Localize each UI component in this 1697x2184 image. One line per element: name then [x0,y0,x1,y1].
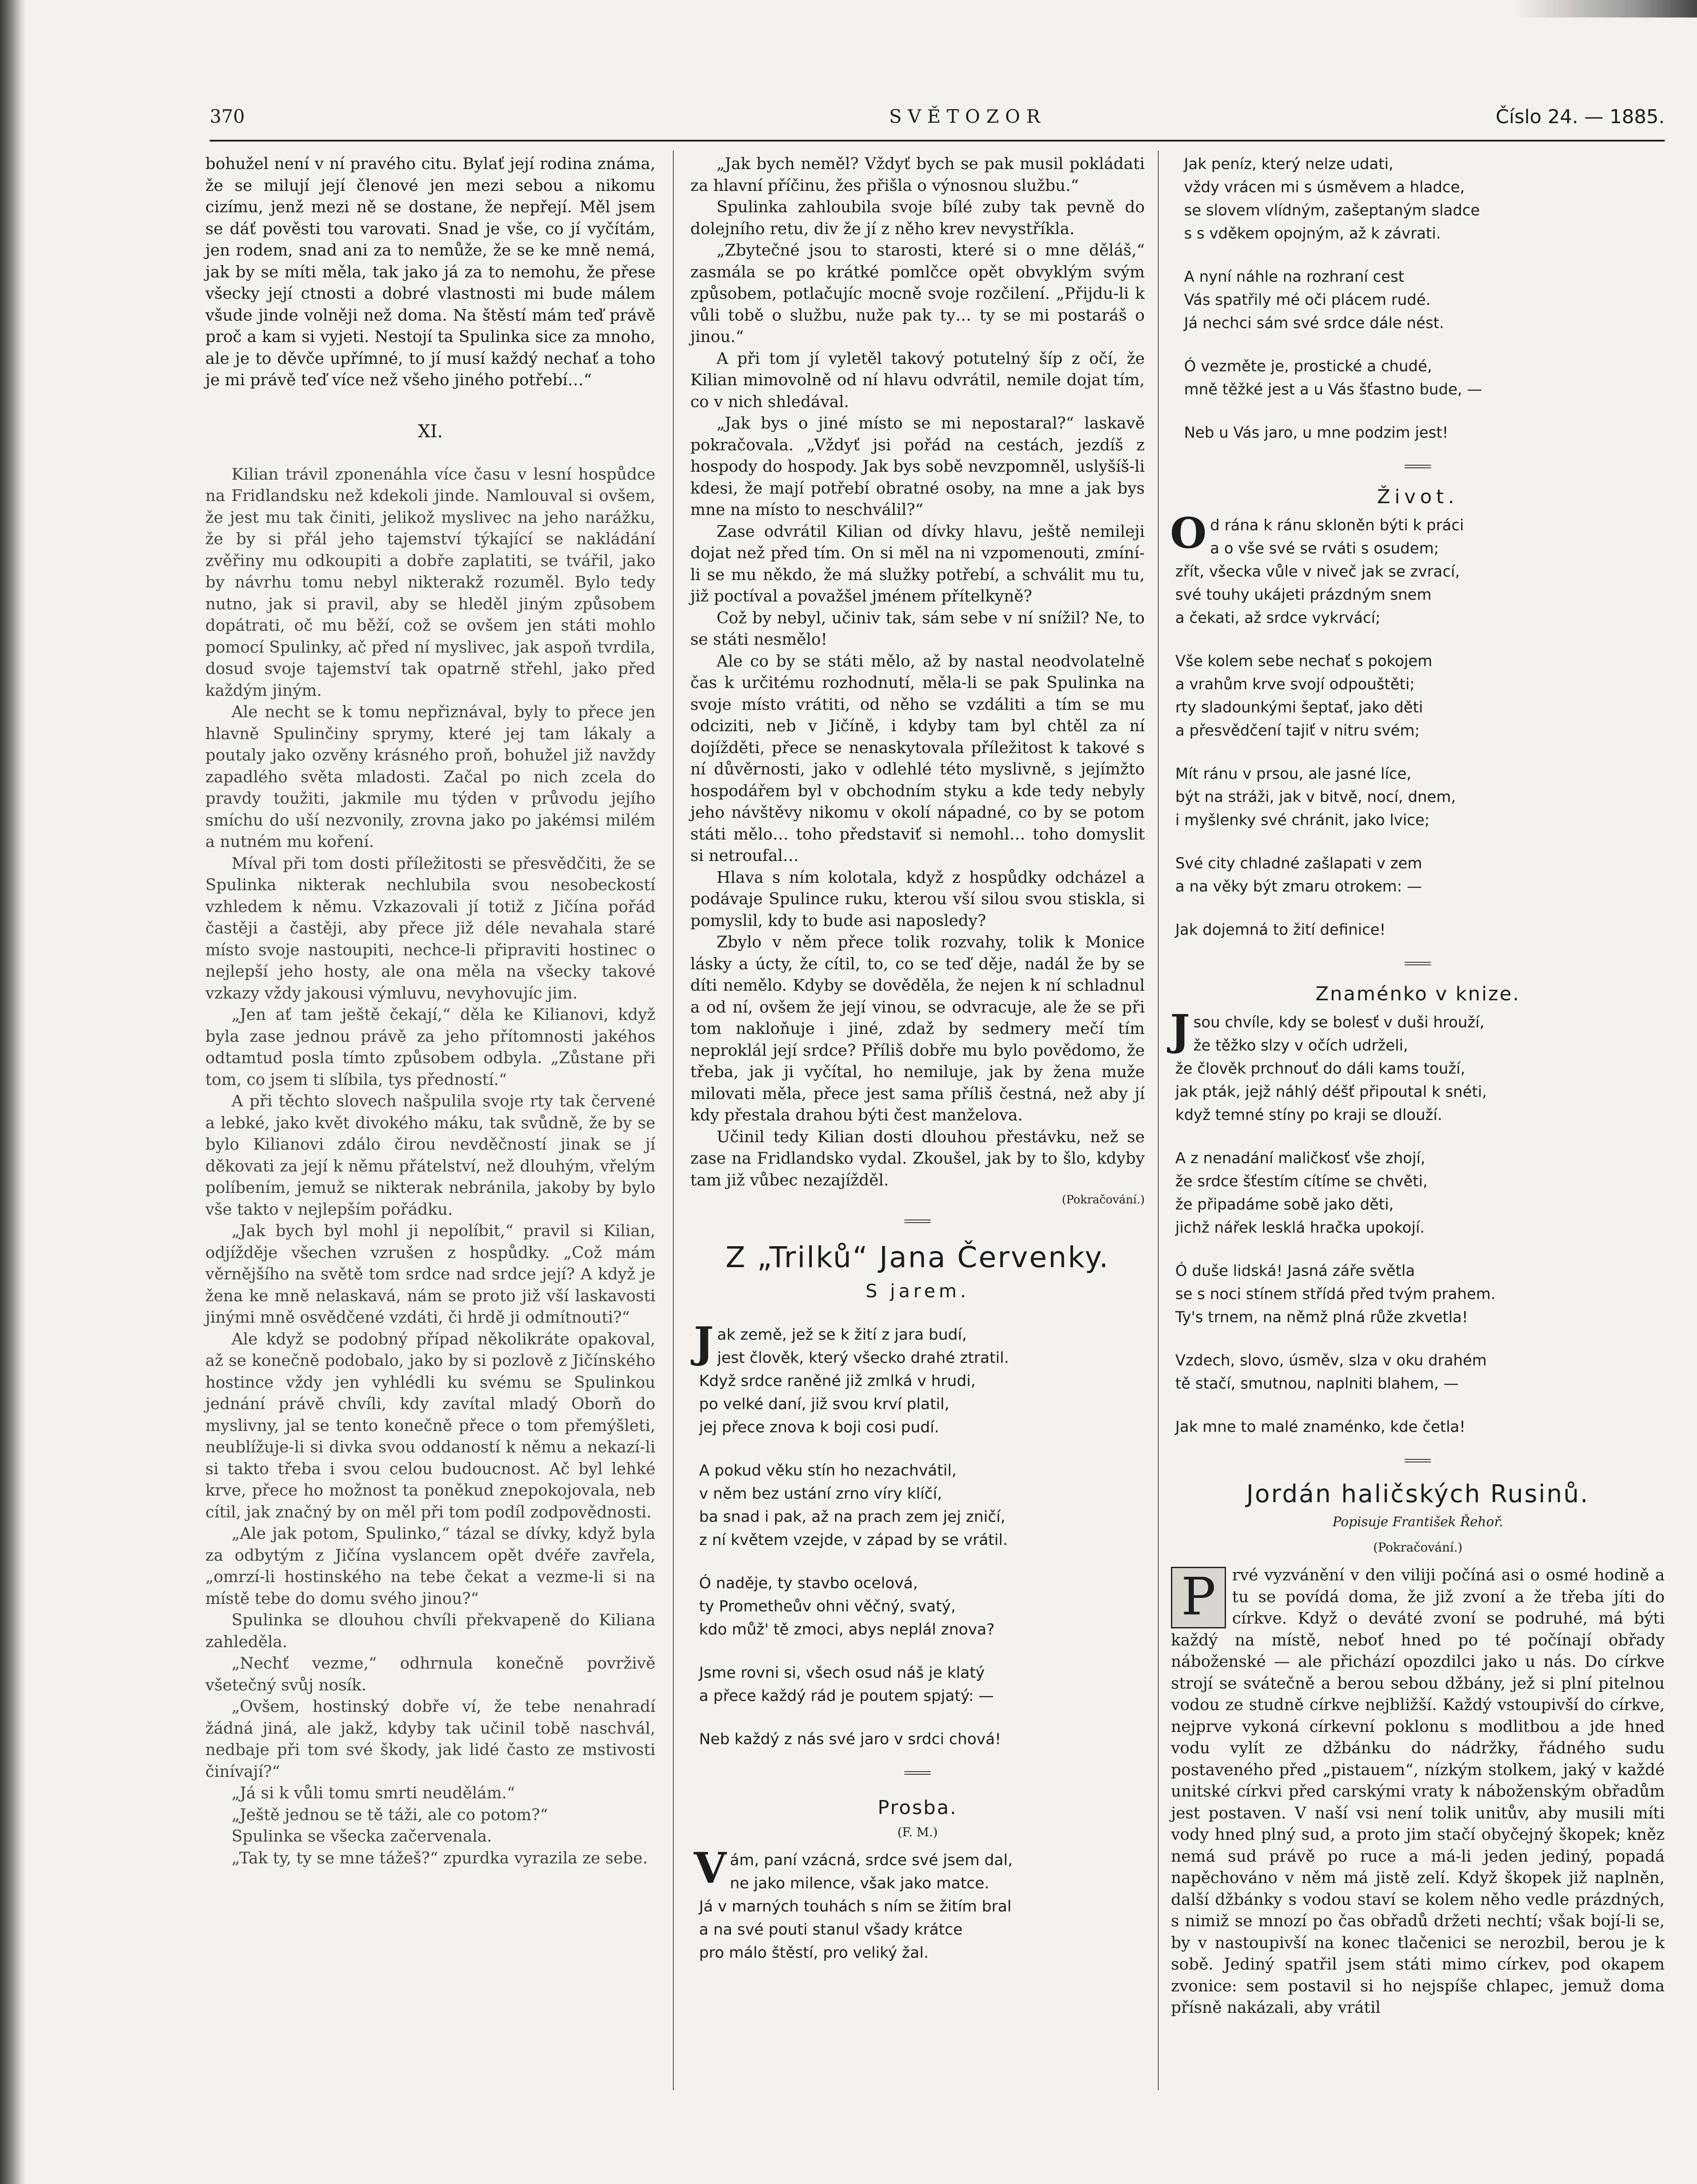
paragraph: Spulinka se dlouhou chvíli překvapeně do Kiliana zahleděla. [205,1610,655,1651]
continued-note: (Pokračování.) [1062,1193,1145,1206]
poem-line: A z nenadání maličkosť vše zhojí, [1175,1150,1426,1167]
paragraph: „Jak bych neměl? Vždyť bych se pak musil pokládati za hlavní příčinu, žes přišla o výnosnou službu.“ [690,154,1145,195]
issue-label: Číslo 24. — 1885. [1496,106,1665,128]
paragraph: A při tom jí vyletěl takový potutelný šíp z očí, že Kilian mimovolně od ní hlavu odvrátil, nemile dojat tím, co v nich shledával. [690,349,1145,411]
poem-line: když temné stíny po kraji se dlouží. [1175,1106,1442,1124]
stanza [699,1572,1145,1641]
paragraph: „Nechť vezme,“ odhrnula konečně povrživě všetečný svůj nosík. [205,1654,655,1694]
stanza [699,1324,1145,1439]
poem-stanzas [699,1849,1145,1965]
column-3 [1171,153,1665,2018]
article-continued-note: (Pokračování.) [1373,1540,1463,1555]
ornament-rule [1405,962,1431,965]
poem-line: tě stačí, smutnou, naplniti blahem, — [1175,1375,1459,1393]
ornament-rule [1405,1459,1431,1462]
poem-line: že těžko slzy v očích udrželi, [1193,1037,1408,1054]
poem-title: S jarem. [866,1280,970,1302]
paragraph: „Já si k vůli tomu smrti neudělám.“ [232,1783,515,1802]
poem-line: se s noci stínem střídá před tvým prahem. [1175,1286,1496,1303]
paragraph: Spulinka se všecka začervenala. [232,1827,492,1845]
stanza [1184,266,1665,335]
poem-line: že připadáme sobě jako děti, [1175,1196,1394,1213]
column-1 [205,153,655,1869]
poem-line: a přesvědčení tajiť v nitru svém; [1175,722,1420,740]
poem-line: Jsme rovni si, všech osud náš je klatý [699,1664,985,1682]
poem-line: Ó vezměte je, prostické a chudé, [1184,358,1432,375]
poem-line: Vzdech, slovo, úsměv, slza v oku drahém [1175,1352,1487,1369]
poem-znamenko [1170,1006,1665,1439]
poem-line: Když srdce raněné již zmlká v hrudi, [699,1372,976,1390]
poem-prosba-continued [1184,153,1665,445]
poem-byline: (F. M.) [897,1825,938,1839]
ornament-rule [1405,465,1431,468]
paragraph: „Ještě jednou se tě táži, ale co potom?“ [232,1805,548,1824]
ornament-rule [904,1771,931,1775]
paragraph: Učinil tedy Kilian dosti dlouhou přestávku, než se zase na Fridlandsko vydal. Zkoušel, jak by to šlo, kdyby tam již vůbec nezajížděl. [690,1127,1145,1189]
poem-line: mně těžké jest a u Vás šťastno bude, — [1184,381,1482,398]
poem-title: Znaménko v knize. [1315,983,1520,1005]
drop-cap: O [1170,508,1207,558]
poem-line: jest člověk, který všecko drahé ztratil. [717,1349,1009,1367]
poem-line: s s vděkem opojným, až k závrati. [1184,225,1441,242]
stanza [699,1662,1145,1708]
page-binding-shadow [0,0,26,2184]
poem-title: Život. [1377,486,1459,508]
poem-line: a na věky být zmaru otrokem: — [1175,878,1422,895]
poem-line: a přece každý rád je poutem spjatý: — [699,1687,994,1705]
poem-stanzas [699,1324,1145,1751]
paragraph: „Ale jak potom, Spulinko,“ tázal se dívky, když byla za odbytým z Jičína vyslancem opět dvéře zavřela, „omrzí-li hostinského na tebe čekat a vezme-li si na místě tebe do domu svého jinou?“ [205,1524,655,1608]
page-header [210,106,1665,136]
poem-line: z ní květem vzejde, v západ by se vrátil. [699,1531,1008,1549]
poem-line: d rána k ránu skloněn býti k práci [1210,517,1464,534]
header-rule [210,140,1665,142]
article-byline: Popisuje František Řehoř. [1332,1514,1503,1530]
paragraph: A při těchto slovech našpulila svoje rty tak červené a lebké, jako květ divokého máku, tak svůdně, že by se bylo Kilianovi zdálo čirou nevděčností jinak se jí děkovati za její k němu přátelství, než dlouhým, vřelým políbením, jemuž se nikterak nebránila, jakoby by bylo vše takto v nejlepším pořádku. [205,1092,655,1219]
poem-line: Jak mne to malé znaménko, kde četla! [1175,1418,1466,1436]
poem-line: ty Prometheův ohni věčný, svatý, [699,1598,956,1615]
stanza [1175,1416,1665,1439]
drop-cap: J [694,1318,714,1367]
stanza [1175,650,1665,743]
poem-line: se slovem vlídným, zašeptaným sladce [1184,202,1480,219]
paragraph: „Jak bys o jiné místo se mi nepostaral?“ laskavě pokračovala. „Vždyť jsi pořád na cestách, jezdíš z hospody do hospody. Jak bys sobě nevzpomněl, uslyšíš-li kdesi, že mají potřebí obratné osoby, na mne a jak bys mne na místo to neschválil?“ [690,414,1145,519]
stanza [699,1849,1145,1965]
poem-line: své touhy ukájeti prázdným snem [1175,586,1432,604]
column-divider [1158,151,1159,2090]
column-divider [673,151,674,2090]
poem-line: ne jako milence, však jako matce. [730,1875,990,1892]
stanza [1184,422,1665,445]
poem-line: Neb každý z nás své jaro v srdci chová! [699,1731,1001,1748]
poem-line: být na stráži, jak v bitvě, nocí, dnem, [1175,788,1456,806]
ornament-rule [904,1220,931,1223]
poem-line: Jak dojemná to žití definice! [1175,921,1386,939]
stanza [699,1459,1145,1552]
poem-line: jak pták, jejž náhlý déšť připoutal k snéti, [1175,1083,1487,1101]
poem-line: a vrahům krve svojí odpouštěti; [1175,676,1415,693]
stanza [1175,1349,1665,1396]
poem-line: Vše kolem sebe nechať s pokojem [1175,653,1433,670]
poem-line: Neb u Vás jaro, u mne podzim jest! [1184,424,1448,442]
poem-line: A pokud věku stín ho nezachvátil, [699,1462,957,1479]
article-title: Jordán haličských Rusinů. [1246,1480,1590,1508]
chapter-heading: XI. [418,421,443,442]
page-number: 370 [210,106,245,127]
paragraph: Spulinka zahloubila svoje bílé zuby tak pevně do dolejního retu, div že jí z něho krev nevystříkla. [690,197,1145,238]
poem-line: jichž nářek lesklá hračka upokojí. [1175,1219,1425,1237]
poem-stanzas [1184,153,1665,445]
chapter-text [205,463,655,1869]
column-2 [690,153,1145,1985]
poem-title: Prosba. [877,1797,958,1819]
poem-line: a o vše své se rváti s osudem; [1210,540,1439,557]
poem-line: Vás spatřily mé oči plácem rudé. [1184,291,1431,309]
paragraph: rvé vyzvánění v den viliji počíná asi o osmé hodině a tu se povídá doma, že již zvoní a že třeba jíti do církve. Když o deváté zvoní se podruhé, má býti každý na místě, neboť hned po té počínají obřady náboženské — ale přichází opozdilci jako u nás. Do církve strojí se svátečně a berou sebou džbány, jež si plní pitelnou vodou ze studně církve nejbližší. Každý vstoupivší do církve, nejprve vykoná církevní poklonu s modlitbou a jde hned vodu vylít ze džbánku do nádržky, řádného sudu postaveného před „pistauem“, nízkým stolkem, jaký v každé unitské církvi před carskými vraty k náboženským obřadům jest postaven. V naší vsi není tolik unitův, aby musili míti vody hned plný sud, a proto jim stačí obyčejný škopek; kněz nemá sud právě po ruce a má-li jeden jediný, popadá napěchováno v něm má jistě zelí. Když škopek již naplněn, další džbánky s vodou staví se kolem něho vedle prázdných, s nimiž se mnozí po čas obřadů držeti nechtí; však bojí-li se, by v nastoupivší na konec tlačenici se nerozbil, berou je k sobě. Jediný spatřil jsem státi mimo církev, pod okapem zvonice: sem postavil si ho nejspíše chlapec, jemuž doma přísně nakázali, aby vrátil [1171,1565,1665,2017]
paragraph: bohužel není v ní pravého citu. Bylať její rodina známa, že se milují její členové jen mezi sebou a nikomu cizímu, jenž mezi ně se dostane, že nepřejí. Měl jsem se dáť pověsti tou varovati. Snad je vše, co jí vyčítám, jen rodem, snad ani za to nemůže, že se ke mně nemá, jak by se míti měla, tak jako já za to nemohu, že přese všecky její ctnosti a dobré vlastnosti mi bude málem všude jinde volněji než doma. Na štěstí mám teď právě proč a kam si vyjeti. Nestojí ta Spulinka sice za mnoho, ale je to děvče upřímné, to jí musí každý nechať a toho je mi právě teď více než všeho jiného potřebí…“ [205,154,655,389]
poem-line: a čekati, až srdce vykrvácí; [1175,609,1381,627]
paragraph: Míval při tom dosti příležitosti se přesvědčiti, že se Spulinka nikterak nechlubila svou nesobeckostí vzhledem k němu. Vzkazovali jí totiž z Jičína pořád častěji a častěji, aby přece již déle nevahala staré místo svoje nastoupiti, nechce-li připraviti hostinec o nejlepší jeho hosty, ale ona měla na všecky takové vzkazy vždy jakousi výmluvu, nevyhovujíc jim. [205,854,655,1002]
poem-zivot [1170,508,1665,942]
stanza [1175,763,1665,832]
poem-line: vždy vrácen mi s úsměvem a hladce, [1184,179,1465,196]
poem-line: Mít ránu v prsou, ale jasné líce, [1175,765,1412,783]
paragraph: „Jen ať tam ještě čekají,“ děla ke Kilianovi, když byla zase jednou právě za jeho přítomnosti jakéhos odtamtud posla tímto způsobem odbyla. „Zůstane při tom, co jsem ti slíbila, tys předností.“ [205,1005,655,1089]
stanza [699,1728,1145,1751]
poem-line: sou chvíle, kdy se bolesť v duši hrouží, [1193,1014,1485,1031]
poem-line: Já nechci sám své srdce dále nést. [1184,314,1444,332]
paragraph: „Zbytečné jsou to starosti, které si o mne děláš,“ zasmála se po krátké pomlčce opět obvyklým svým způsobem, potlačujíc mocně svoje rozčilení. „Přijdu-li k vůli tobě o službu, nuže pak ty… ty se mi postaráš o jinou.“ [690,241,1145,346]
article-body [1171,1564,1665,2018]
poem-line: Ó duše lidská! Jasná záře světla [1175,1262,1415,1280]
paragraph: „Ovšem, hostinský dobře ví, že tebe nenahradí žádná jiná, ale jakž, kdyby tak učinil tobě naschvál, nedbaje při tom své škody, jak lidé často ze mstivosti činívají?“ [205,1697,655,1781]
paragraph: Ale co by se státi mělo, až by nastal neodvolatelně čas k určitému rozhodnutí, měla-li se pak Spulinka na svoje místo vrátiti, od něho se vzdáliti a tím se mu odciziti, neb v Jičíně, i kdyby tam byl chtěl za ní dojížděti, přece se nenaskytovala příležitost k takové s ní důvěrnosti, jako v odlehlé této myslivně, s jejímžto hospodářem byl v obchodním styku a kde tedy nebyly jeho návštěvy nikomu v okolí nápadné, co by se potom státi mělo… toho představiť si nemohl… toho domyslit si netroufal… [690,651,1145,865]
poem-line: Ó naděje, ty stavbo ocelová, [699,1575,918,1592]
poem-line: Já v marných touhách s ním se žitím bral [699,1898,1011,1915]
poem-line: po velké daní, již svou krví platil, [699,1396,949,1413]
stanza [1184,153,1665,245]
page-corner-shadow [1513,0,1697,17]
paragraph: Kilian trávil zponenáhla více času v lesní hospůdce na Fridlandsku než kdekoli jinde. Namlouval si ovšem, že jest mu tak činiti, jelikož myslivec na jeho narážku, že by si přál jeho tajemství týkající se nakládání zvěřiny mu odkoupiti a dobře zaplatiti, se tvářil, jako by návrhu tomu nebyl nikterakž rozuměl. Bylo tedy nutno, jak si pravil, aby se hleděl jiným způsobem dopátrati, oč mu běží, což se ovšem jen státi mohlo pomocí Spulinky, ač před ní myslivec, jak aspoň tvrdila, dosud svoje tajemství tak opatrně střehl, jako před každým jiným. [205,464,655,700]
poem-line: ám, paní vzácná, srdce své jsem dal, [730,1852,1013,1869]
drop-cap: J [1170,1006,1190,1055]
poem-line: v něm bez ustání zrno víry klíčí, [699,1485,942,1503]
poem-line: a na své pouti stanul všady krátce [699,1921,963,1939]
poem-line: i myšlenky své chránit, jako lvice; [1175,812,1430,829]
poem-line: pro málo štěstí, pro veliký žal. [699,1944,929,1962]
poem-line: Jak peníz, který nelze udati, [1184,156,1394,173]
section-title: Z „Trilků“ Jana Červenky. [725,1241,1110,1274]
stanza [1175,852,1665,898]
poem-line: že člověk prchnouť do dáli kams touží, [1175,1060,1465,1078]
illuminated-initial: P [1171,1567,1226,1628]
stanza [1175,919,1665,942]
stanza [1175,514,1665,630]
poem-line: kdo můž' tě zmoci, abys neplál znova? [699,1621,995,1638]
poem-line: rty sladounkými šeptať, jako děti [1175,699,1423,716]
paragraph: Což by nebyl, učiniv tak, sám sebe v ní snížil? Ne, to se státi nesmělo! [690,608,1145,649]
drop-cap: V [694,1843,727,1893]
poem-line: Své city chladné zašlapati v zem [1175,855,1422,872]
paragraph: Ale když se podobný případ několikráte opakoval, až se konečně podobalo, jako by si pozlově z Jičínského hostince vždy jen vyhlédli ku svému se Spulinkou jednání právě chvíli, kdy zavítal mladý Oborň do myslivny, jal se tento konečně přece o tom přemýšleti, neublížuje-li si divka svou oddaností k němu a nekazí-li si takto třeba i svou celou budoucnost. Ač byl lehké krve, přece ho možnost ta poněkud znepokojovala, neb cítil, jak značný by on měl při tom podíl zodpovědnosti. [205,1329,655,1521]
poem-line: ba snad i pak, až na prach zem jej zničí, [699,1508,1005,1526]
poem-line: zřít, všecka vůle v niveč jak se zvrací, [1175,563,1460,581]
poem-line: Ty's trnem, na němž plná růže zkvetla! [1175,1309,1468,1326]
poem-line: jej přece znova k boji cosi pudí. [699,1419,939,1436]
stanza [1175,1147,1665,1240]
poem-prosba [694,1843,1145,1965]
paragraph: „Jak bych byl mohl ji nepolíbit,“ pravil si Kilian, odjížděje všechen vzrušen z hospůdky. „Což mám věrnějšího na světě tom srdce nad srdce její? A když je žena ke mně nelaskavá, nám se proto již vší laskavosti jinými mně osvědčené vzdáti, či hrdě ji odmítnouti?“ [205,1221,655,1327]
paragraph: „Tak ty, ty se mne tážeš?“ zpurdka vyrazila ze sebe. [232,1848,648,1867]
paragraph: Zase odvrátil Kilian od dívky hlavu, ještě nemileji dojat než před tím. On si měl na ni vzpomenouti, zmíní-li se mu někdo, že má služky potřebí, a schválit mu tu, již poctíval a považšel jménem přítelkyně? [690,522,1145,605]
paragraph: Hlava s ním kolotala, když z hospůdky odcházel a podávaje Spulince ruku, kterou vší silou svou stiskla, si pomyslil, kdy to bude asi naposledy? [690,867,1145,930]
paragraph: Zbylo v něm přece tolik rozvahy, tolik k Monice lásky a úcty, že cítil, to, co se teď děje, nadál že by se díti nemělo. Kdyby se dověděla, že nejen k ní schladnul a od ní, ovšem že její vinou, se odvracuje, ale že se při tom nakloňuje i jiné, zdaž by sedmery mečí tím neproklál její srdce? Příliš dobře mu bylo povědomo, že třeba, jak ji vyčítal, ho nemiluje, jak by žena muže milovati měla, přece jest sama příliš čestná, než aby jí kdy přestala drahou býti čest manželova. [690,933,1145,1124]
poem-s-jarem [694,1318,1145,1751]
poem-line: A nyní náhle na rozhraní cest [1184,268,1404,286]
poem-line: ak země, jež se k žití z jara budí, [717,1326,967,1344]
stanza [1175,1011,1665,1127]
paragraph: Ale necht se k tomu nepřiznával, byly to přece jen hlavně Spulinčiny sprymy, které jej tam lákaly a poutaly jako ozvěny krásného proň, bohužel již navždy zapadlého světa mladosti. Začal po nich zcela do pravdy toužiti, jakmile mu týden v průvodu jejího smíchu do uší nezvonily, zrovna jako po jakémsi milém a nutném mu koření. [205,702,655,851]
story-continuation [690,153,1145,1191]
stanza [1184,355,1665,401]
poem-stanzas [1175,514,1665,942]
poem-line: že srdce šťestím cítíme se chvěti, [1175,1173,1428,1190]
stanza [1175,1260,1665,1329]
poem-stanzas [1175,1011,1665,1439]
running-head: SVĚTOZOR [889,106,1046,127]
